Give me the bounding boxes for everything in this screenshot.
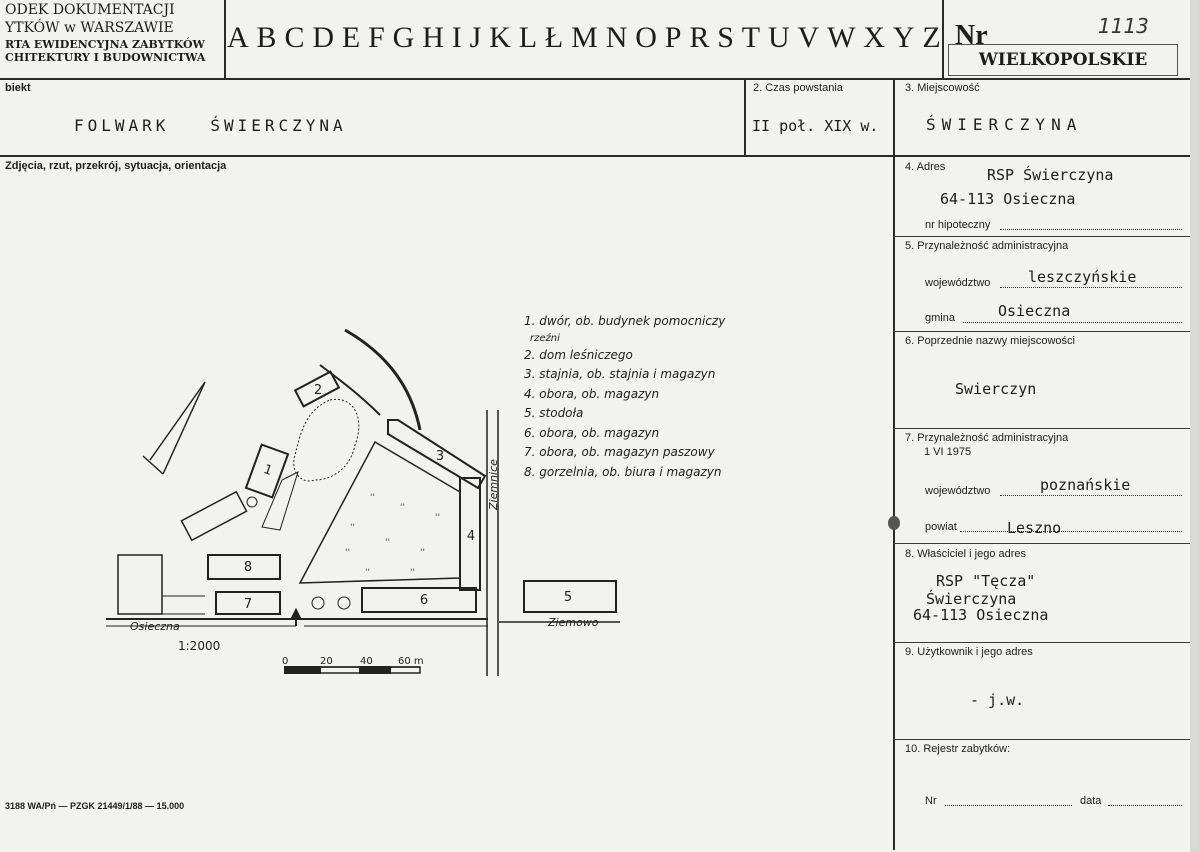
former-names-label: 6. Poprzednie nazwy miejscowości	[905, 335, 1075, 347]
index-letter: J	[469, 21, 482, 54]
owner-line-3: 64-113 Osieczna	[913, 606, 1049, 624]
region-label: WIELKOPOLSKIE	[978, 50, 1148, 70]
org-block	[5, 2, 225, 64]
index-letter: Z	[922, 21, 941, 54]
index-letter: G	[392, 21, 415, 54]
road-label-ziemnice: Ziemnice	[487, 459, 500, 510]
svg-text:'': ''	[420, 548, 425, 558]
legend-item-5: 5. stodoła	[524, 406, 584, 420]
admin-commune-dotted	[963, 322, 1182, 323]
building-west	[118, 555, 162, 614]
admin1975-voivodeship-label: województwo	[925, 485, 991, 497]
photos-label: Zdjęcia, rzut, przekrój, sytuacja, orientacja	[5, 160, 227, 172]
index-letter: K	[489, 21, 511, 54]
map-legend	[524, 312, 764, 482]
scale-tick-60: 60 m	[398, 656, 424, 667]
register-date-dotted	[1108, 805, 1182, 806]
building-1-label: 1	[261, 462, 275, 479]
index-letter: P	[664, 21, 682, 54]
svg-text:'': ''	[370, 493, 375, 503]
legend-item-4: 4. obora, ob. magazyn	[524, 386, 660, 401]
rule-4-5	[893, 236, 1190, 237]
admin1975-district-label: powiat	[925, 521, 957, 533]
index-letter: E	[341, 21, 361, 54]
svg-text:'': ''	[345, 548, 350, 558]
building-annex	[181, 492, 246, 541]
admin1975-date: 1 VI 1975	[924, 446, 972, 458]
scale-tick-20: 20	[320, 656, 333, 667]
scale-tick-40: 40	[360, 656, 373, 667]
header-divider	[224, 0, 226, 78]
building-6-label: 6	[419, 593, 429, 608]
index-letter: B	[256, 21, 277, 54]
org-line-4: CHITEKTURY I BUDOWNICTWA	[5, 51, 206, 64]
header-bottom-rule	[0, 78, 1190, 80]
index-letter: C	[284, 21, 305, 54]
building-2-label: 2	[313, 383, 323, 398]
object-value: FOLWARK ŚWIERCZYNA	[74, 116, 347, 135]
building-8-label: 8	[243, 560, 253, 575]
index-letter: M	[571, 21, 598, 54]
index-letter: F	[368, 21, 385, 54]
svg-text:'': ''	[365, 568, 370, 578]
admin1975-voivodeship-dotted	[1000, 495, 1182, 496]
admin-commune-value: Osieczna	[998, 302, 1071, 320]
road-label-osieczna: Osieczna	[130, 620, 180, 633]
index-letter: Y	[892, 21, 915, 54]
nr-handwritten: 1113	[1098, 14, 1149, 38]
admin1975-label: 7. Przynależność administracyjna	[905, 432, 1069, 444]
legend-item-6: 6. obora, ob. magazyn	[524, 425, 660, 440]
svg-text:'': ''	[385, 538, 390, 548]
admin-commune-label: gmina	[925, 312, 955, 324]
region-stamp	[948, 44, 1178, 76]
index-letter: U	[768, 21, 790, 54]
index-letter: R	[689, 21, 710, 54]
index-letter: L	[518, 21, 538, 54]
index-letter: A	[227, 21, 249, 54]
admin1975-district-dotted	[960, 531, 1182, 532]
nr-divider	[942, 0, 944, 78]
scale-tick-0: 0	[282, 656, 289, 667]
user-value: - j.w.	[970, 691, 1025, 709]
locality-label: 3. Miejscowość	[905, 82, 980, 94]
index-letter: T	[741, 21, 761, 54]
rule-8-9	[893, 642, 1190, 643]
page-edge	[1190, 0, 1199, 852]
index-letter: D	[312, 21, 334, 54]
admin-voivodeship-value: leszczyńskie	[1028, 268, 1137, 286]
row1-bottom-rule	[0, 155, 1190, 157]
index-letter: O	[635, 21, 657, 54]
svg-text:'': ''	[435, 513, 440, 523]
former-names-value: Swierczyn	[955, 380, 1037, 398]
legend-item-8: 8. gorzelnia, ob. biura i magazyn	[524, 464, 722, 479]
index-letter: X	[863, 21, 885, 54]
index-letter: S	[717, 21, 734, 54]
index-letter: H	[422, 21, 444, 54]
legend-item-2: 2. dom leśniczego	[524, 347, 633, 362]
address-label: 4. Adres	[905, 161, 946, 173]
admin-voivodeship-label: województwo	[925, 277, 991, 289]
svg-text:'': ''	[400, 503, 405, 513]
building-4-label: 4	[466, 529, 476, 544]
col-divider-1	[744, 78, 746, 156]
scale-ratio: 1:2000	[178, 639, 221, 653]
creation-value: II poł. XIX w.	[752, 117, 879, 135]
address-line-2: 64-113 Osieczna	[940, 190, 1076, 208]
col-divider-2	[893, 78, 895, 850]
svg-text:'': ''	[410, 568, 415, 578]
mortgage-dotted-line	[1000, 229, 1182, 230]
register-nr-label: Nr	[925, 795, 937, 807]
owner-line-2: Świerczyna	[926, 590, 1017, 608]
svg-text:'': ''	[350, 523, 355, 533]
building-3-label: 3	[435, 449, 445, 464]
punch-hole-icon	[888, 516, 900, 530]
nr-label: Nr	[955, 20, 988, 51]
legend-item-3: 3. stajnia, ob. stajnia i magazyn	[524, 367, 716, 381]
index-letter: V	[797, 21, 820, 54]
address-line-1: RSP Świerczyna	[987, 166, 1114, 184]
print-footer: 3188 WA/Pń — PZGK 21449/1/88 — 15.000	[5, 801, 185, 811]
creation-label: 2. Czas powstania	[753, 82, 843, 94]
user-label: 9. Użytkownik i jego adres	[905, 646, 1033, 658]
legend-item-7: 7. obora, ob. magazyn paszowy	[524, 445, 715, 459]
owner-line-1: RSP "Tęcza"	[936, 572, 1036, 590]
org-line-3: RTA EWIDENCYJNA ZABYTKÓW	[5, 38, 205, 51]
owner-label: 8. Właściciel i jego adres	[905, 548, 1027, 560]
building-5-label: 5	[563, 590, 573, 605]
index-letter: Ł	[544, 21, 564, 54]
admin-voivodeship-dotted	[1000, 287, 1182, 288]
legend-item-1: 1. dwór, ob. budynek pomocniczy	[524, 314, 726, 328]
road-label-ziemowo: Ziemowo	[548, 616, 599, 629]
object-label: biekt	[5, 82, 31, 94]
index-letter: N	[605, 21, 628, 54]
org-line-1: ODEK DOKUMENTACJI	[5, 2, 175, 18]
north-arrow-icon	[143, 382, 205, 474]
legend-item-1b: rzeźni	[530, 332, 560, 344]
admin1975-district-value: Leszno	[1007, 519, 1062, 537]
rule-5-6	[893, 331, 1190, 332]
admin1975-voivodeship-value: poznańskie	[1040, 476, 1131, 494]
index-letter: W	[827, 21, 856, 54]
building-7-label: 7	[243, 597, 253, 612]
register-date-label: data	[1080, 795, 1102, 807]
upper-road	[345, 330, 420, 430]
mortgage-label: nr hipoteczny	[925, 219, 991, 231]
index-letter: I	[451, 21, 462, 54]
register-nr-dotted	[945, 805, 1072, 806]
rule-6-7	[893, 428, 1190, 429]
rule-7-8	[893, 543, 1190, 544]
tree-clump	[294, 399, 359, 481]
register-label: 10. Rejestr zabytków:	[905, 743, 1011, 755]
locality-value: ŚWIERCZYNA	[926, 115, 1083, 134]
org-line-2: YTKÓW w WARSZAWIE	[5, 20, 174, 36]
rule-9-10	[893, 739, 1190, 740]
index-letters	[227, 18, 941, 58]
admin-label: 5. Przynależność administracyjna	[905, 240, 1069, 252]
